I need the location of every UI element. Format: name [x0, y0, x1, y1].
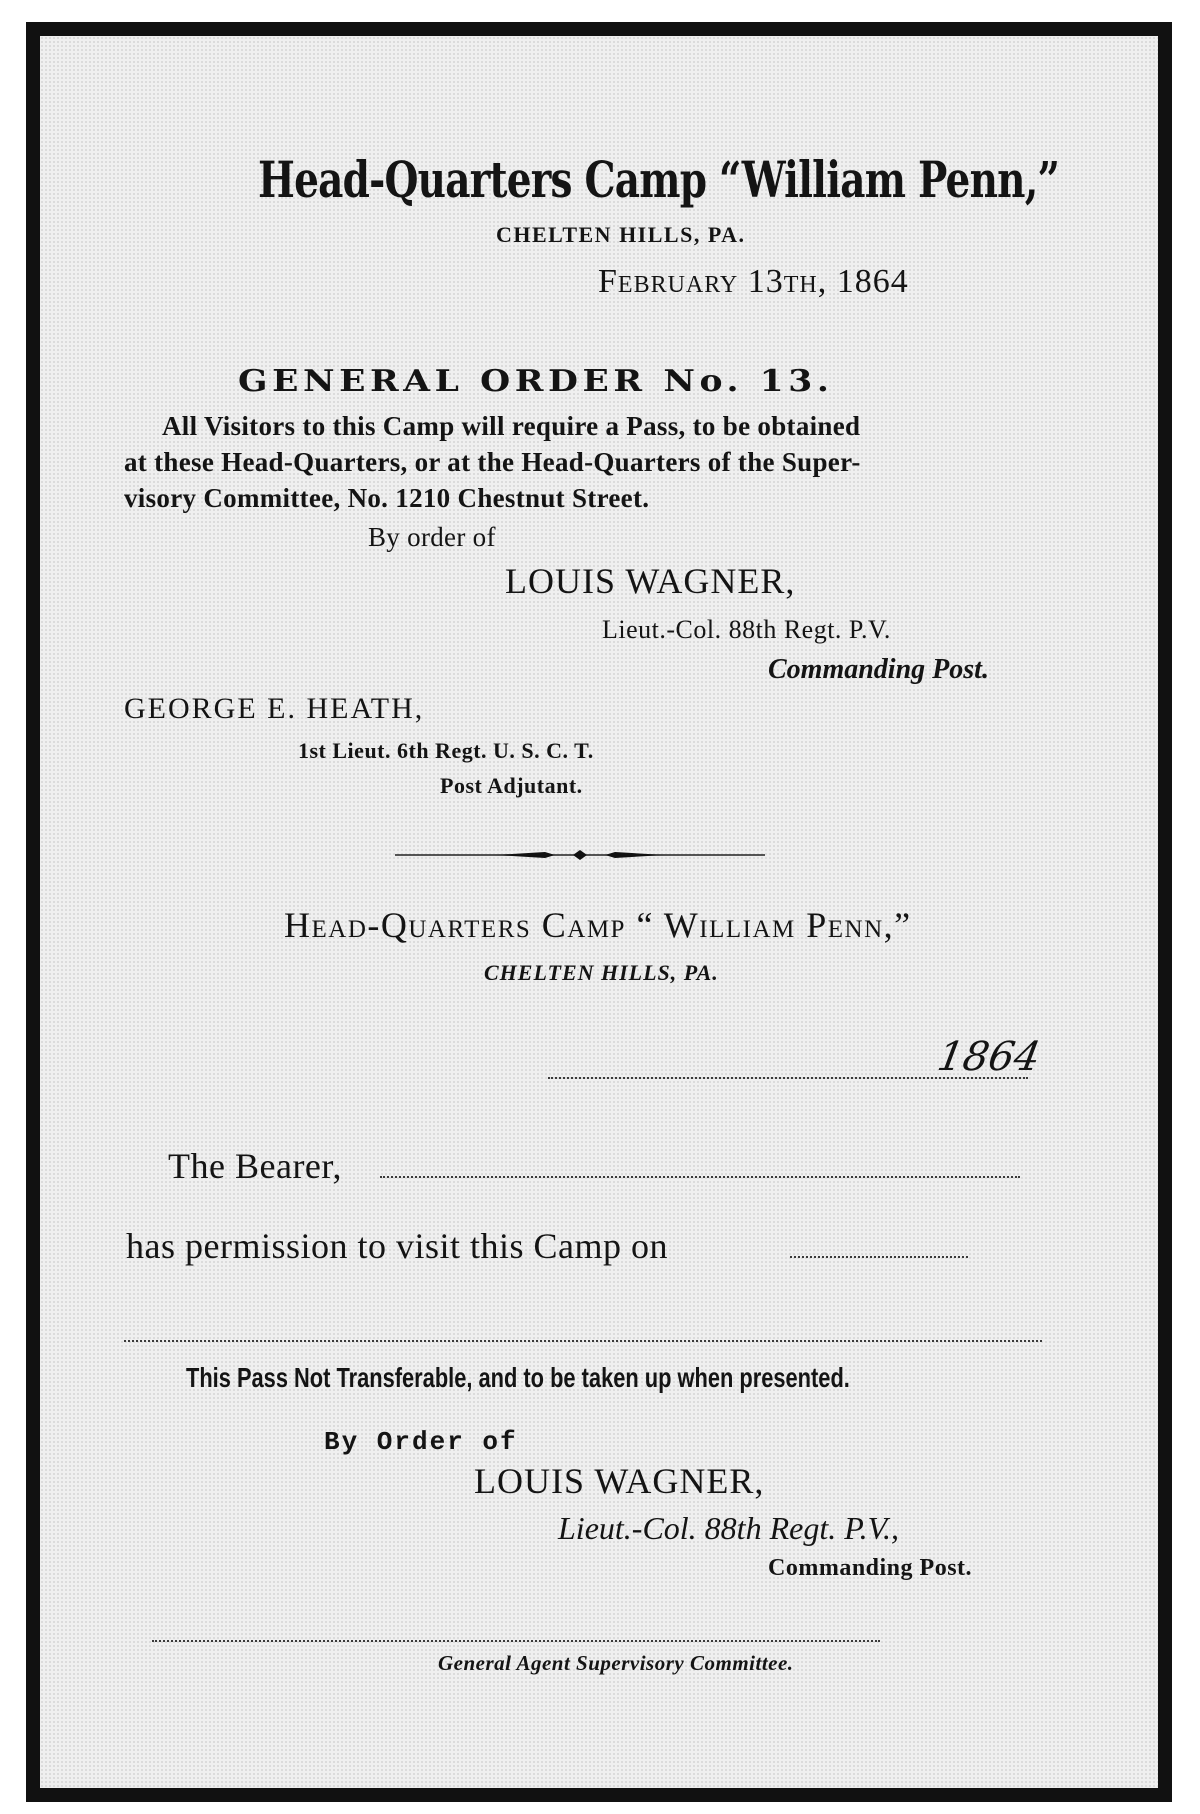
commander-name: LOUIS WAGNER,: [505, 561, 796, 601]
pass-location: CHELTEN HILLS, PA.: [484, 960, 719, 985]
order-heading: GENERAL ORDER No. 13.: [238, 364, 834, 399]
permission-label: has permission to visit this Camp on: [126, 1226, 669, 1266]
order-body-line: All Visitors to this Camp will require a Pass, to be obtained: [162, 411, 861, 441]
footer-signature: General Agent Supervisory Committee.: [438, 1651, 794, 1675]
bearer-dotted-line: [380, 1176, 1020, 1178]
order-body-line: at these Head-Quarters, or at the Head-Quarters of the Super-: [124, 447, 861, 477]
camp-title: Head-Quarters Camp “William Penn,”: [258, 150, 1060, 209]
pass-commander-name: LOUIS WAGNER,: [474, 1461, 765, 1501]
visit-date-dotted-line: [790, 1256, 968, 1258]
order-date: February 13th, 1864: [598, 263, 909, 300]
pass-notice: This Pass Not Transferable, and to be taken up when presented.: [186, 1362, 850, 1393]
commander-rank: Lieut.-Col. 88th Regt. P.V.: [602, 615, 891, 644]
pass-camp-title: Head-Quarters Camp “ William Penn,”: [284, 905, 912, 945]
separator-dotted-line: [124, 1340, 1042, 1342]
adjutant-name: GEORGE E. HEATH,: [124, 692, 425, 725]
by-order-label: By order of: [368, 522, 496, 552]
pass-by-order-label: By Order of: [324, 1427, 518, 1457]
pass-commander-rank: Lieut.-Col. 88th Regt. P.V.,: [558, 1510, 900, 1546]
handwritten-year: 1864: [933, 1034, 1044, 1080]
bearer-label: The Bearer,: [168, 1146, 342, 1186]
adjutant-rank: 1st Lieut. 6th Regt. U. S. C. T.: [298, 738, 594, 763]
ornamental-divider: [395, 849, 765, 861]
adjutant-post: Post Adjutant.: [440, 773, 583, 798]
signature-dotted-line: [152, 1640, 880, 1642]
camp-location: CHELTEN HILLS, PA.: [496, 222, 746, 247]
commander-post: Commanding Post.: [768, 654, 989, 685]
order-body-line: visory Committee, No. 1210 Chestnut Street.: [124, 483, 650, 513]
pass-commander-post: Commanding Post.: [768, 1555, 973, 1581]
